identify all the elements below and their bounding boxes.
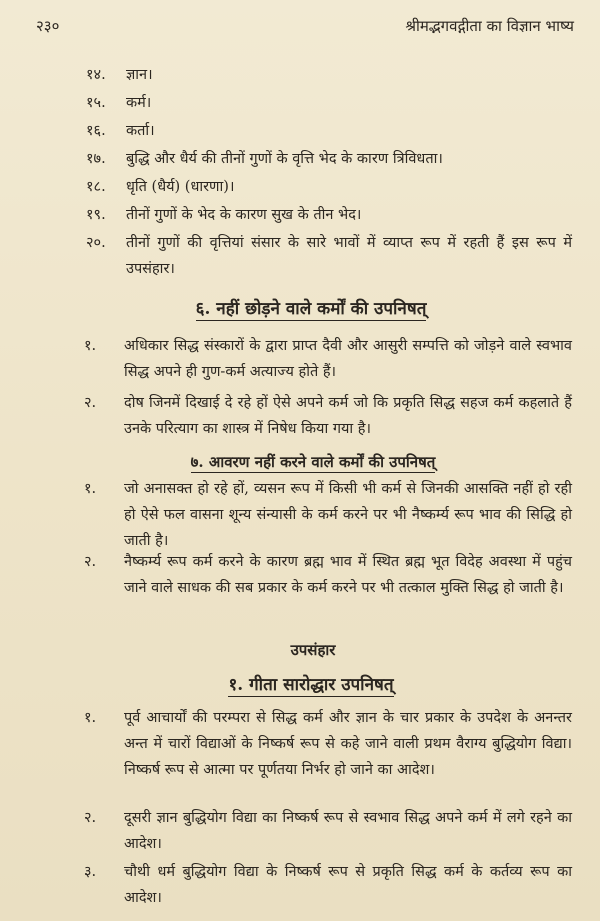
list-item [84, 805, 572, 857]
item-text: तीनों गुणों के भेद के कारण सुख के तीन भेद। [126, 207, 362, 223]
item-number: १६. [86, 123, 106, 139]
item-text: पूर्व आचार्यों की परम्परा से सिद्ध कर्म और ज्ञान के चार प्रकार के उपदेश के अनन्तर अन्त में चारों विद्याओं के निष्कर्ष रूप से कहे जाने वाली प्रथम वैराग्य बुद्धियोग विद्या। निष्कर्ष रूप से आत्मा पर पूर्णतया निर्भर हो जाने का आदेश। [124, 710, 572, 778]
list-item [86, 90, 151, 116]
list-item [86, 118, 155, 144]
item-text: दोष जिनमें दिखाई दे रहे हों ऐसे अपने कर्म जो कि प्रकृति सिद्ध सहज कर्म कहलाते हैं उनके परित्याग का शास्त्र में निषेध किया गया है। [124, 395, 572, 437]
section-heading [26, 452, 600, 472]
item-number: १४. [86, 67, 106, 83]
list-item [84, 333, 572, 385]
gita-saroddhar-heading: १. गीता सारोद्धार उपनिषत् [228, 675, 394, 695]
item-text: कर्ता। [126, 123, 155, 139]
item-number: १. [84, 481, 97, 497]
item-text: कर्म। [126, 95, 152, 111]
list-item [86, 62, 153, 88]
item-text: अधिकार सिद्ध संस्कारों के द्वारा प्राप्त दैवी और आसुरी सम्पत्ति को जोड़ने वाले स्वभाव सिद्ध अपने ही गुण-कर्म अत्याज्य होते हैं। [124, 338, 572, 380]
list-item [86, 174, 234, 200]
page-number: २३० [36, 17, 60, 35]
list-item [86, 230, 572, 282]
item-number: १. [84, 710, 97, 726]
item-number: १५. [86, 95, 106, 111]
list-item [84, 390, 572, 442]
item-text: चौथी धर्म बुद्धियोग विद्या के निष्कर्ष रूप से प्रकृति सिद्ध कर्म के कर्तव्य रूप का आदेश। [124, 864, 572, 906]
section-heading [22, 296, 600, 319]
item-text: दूसरी ज्ञान बुद्धियोग विद्या का निष्कर्ष रूप से स्वभाव सिद्ध अपने कर्म में लगे रहने का आदेश। [124, 810, 572, 852]
item-text: धृति (धैर्य) (धारणा)। [126, 179, 235, 195]
list-item [84, 476, 572, 554]
item-number: २. [84, 395, 97, 411]
list-item [84, 549, 572, 601]
item-number: ३. [84, 864, 97, 880]
running-title: श्रीमद्भगवद्गीता का विज्ञान भाष्य [405, 17, 574, 35]
item-number: २०. [86, 235, 106, 251]
list-item [86, 202, 361, 228]
item-number: १. [84, 338, 97, 354]
item-text: बुद्धि और धैर्य की तीनों गुणों के वृत्ति भेद के कारण त्रिविधता। [126, 151, 443, 167]
list-item [84, 859, 572, 911]
section-6-heading: ६. नहीं छोड़ने वाले कर्मों की उपनिषत् [195, 299, 427, 319]
item-text: जो अनासक्त हो रहे हों, व्यसन रूप में किसी भी कर्म से जिनकी आसक्ति नहीं हो रही हो ऐसे फल वासना शून्य संन्यासी के कर्म करने पर भी नैष्कर्म्य रूप भाव की सिद्धि हो जाती है। [124, 481, 572, 549]
conclusion-heading [26, 640, 600, 660]
item-text: तीनों गुणों की वृत्तियां संसार के सारे भावों में व्याप्त रूप में रहती हैं इस रूप में उपसंहार। [126, 235, 572, 277]
list-item [86, 146, 443, 172]
item-number: १९. [86, 207, 106, 223]
item-number: २. [84, 810, 97, 826]
item-number: १७. [86, 151, 106, 167]
item-number: १८. [86, 179, 106, 195]
subsection-heading [22, 672, 600, 695]
item-text: नैष्कर्म्य रूप कर्म करने के कारण ब्रह्म भाव में स्थित ब्रह्म भूत विदेह अवस्था में पहुंच जाने वाले साधक की सब प्रकार के कर्म करने पर भी तत्काल मुक्ति सिद्ध हो जाती है। [124, 554, 572, 596]
item-text: ज्ञान। [126, 67, 153, 83]
section-7-heading: ७. आवरण नहीं करने वाले कर्मों की उपनिषत् [190, 453, 436, 471]
conclusion-title: उपसंहार [290, 641, 336, 659]
item-number: २. [84, 554, 97, 570]
page-header [36, 16, 574, 38]
list-item [84, 705, 572, 783]
